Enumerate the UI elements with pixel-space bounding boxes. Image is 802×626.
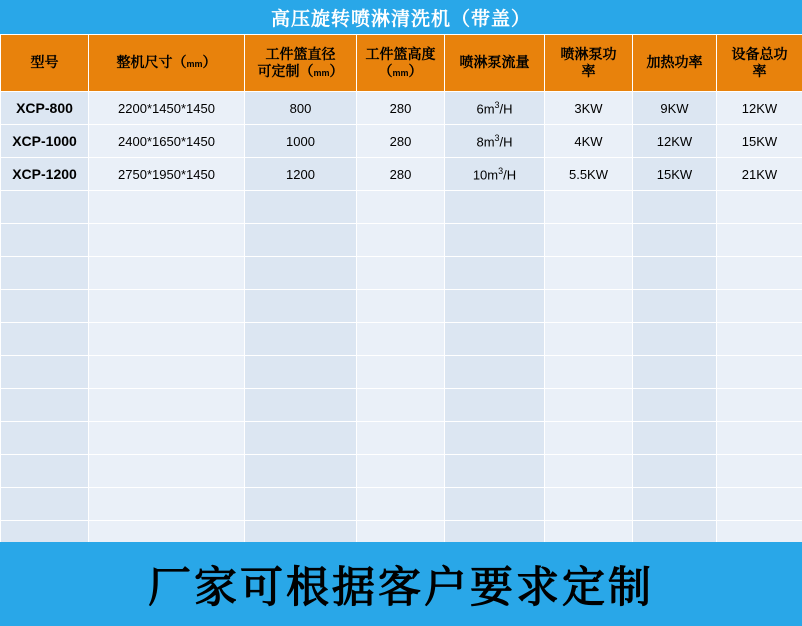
cell-pump-power: 5.5KW — [545, 158, 633, 191]
cell-empty — [357, 389, 445, 422]
cell-empty — [89, 422, 245, 455]
cell-empty — [89, 488, 245, 521]
col-header-basket-diameter: 工件篮直径 可定制（mm） — [245, 35, 357, 92]
cell-empty — [245, 224, 357, 257]
table-row-empty — [1, 323, 802, 356]
cell-empty — [445, 191, 545, 224]
cell-empty — [1, 389, 89, 422]
table-header-row — [1, 35, 802, 92]
table-row-empty — [1, 224, 802, 257]
cell-heat-power: 12KW — [633, 125, 717, 158]
col-header-flow: 喷淋泵流量 — [445, 35, 545, 92]
unit-mm-diameter: mm — [313, 68, 330, 78]
unit-mm-height: mm — [392, 68, 409, 78]
cell-basket-diameter: 1200 — [245, 158, 357, 191]
cell-empty — [633, 224, 717, 257]
cell-heat-power: 15KW — [633, 158, 717, 191]
cell-total-power: 15KW — [717, 125, 802, 158]
page-title: 高压旋转喷淋清洗机（带盖） — [270, 8, 531, 30]
cell-size: 2200*1450*1450 — [89, 92, 245, 125]
cell-empty — [357, 455, 445, 488]
cell-flow: $6m^3/H$ — [445, 92, 545, 125]
cell-empty — [545, 224, 633, 257]
cell-empty — [545, 422, 633, 455]
table-row-empty — [1, 455, 802, 488]
cell-empty — [545, 356, 633, 389]
cell-empty — [717, 422, 802, 455]
cell-empty — [717, 488, 802, 521]
cell-empty — [245, 257, 357, 290]
table-row-empty — [1, 389, 802, 422]
cell-empty — [1, 455, 89, 488]
cell-basket-height: 280 — [357, 125, 445, 158]
cell-empty — [245, 455, 357, 488]
cell-empty — [357, 191, 445, 224]
cell-empty — [545, 323, 633, 356]
cell-flow: $8m^3/H$ — [445, 125, 545, 158]
spec-table — [0, 34, 802, 554]
cell-empty — [633, 488, 717, 521]
cell-flow: $10m^3/H$ — [445, 158, 545, 191]
cell-empty — [717, 224, 802, 257]
cell-empty — [717, 191, 802, 224]
cell-empty — [1, 257, 89, 290]
cell-empty — [545, 290, 633, 323]
cell-empty — [445, 356, 545, 389]
cell-basket-diameter: 1000 — [245, 125, 357, 158]
cell-empty — [717, 257, 802, 290]
col-header-pump-power: 喷淋泵功 率 — [545, 35, 633, 92]
cell-empty — [633, 290, 717, 323]
cell-empty — [1, 422, 89, 455]
col-header-size: 整机尺寸（mm） — [89, 35, 245, 92]
cell-empty — [717, 455, 802, 488]
unit-mm-size: mm — [186, 59, 203, 70]
cell-model: XCP-800 — [1, 92, 89, 125]
cell-empty — [545, 389, 633, 422]
cell-pump-power: 3KW — [545, 92, 633, 125]
cell-empty — [717, 356, 802, 389]
table-row-empty — [1, 257, 802, 290]
col-header-model: 型号 — [1, 35, 89, 92]
col-header-basket-height: 工件篮高度 （mm） — [357, 35, 445, 92]
cell-empty — [89, 356, 245, 389]
cell-empty — [445, 488, 545, 521]
table-row — [1, 125, 802, 158]
cell-empty — [89, 389, 245, 422]
cell-basket-height: 280 — [357, 92, 445, 125]
cell-empty — [1, 224, 89, 257]
table-row-empty — [1, 422, 802, 455]
cell-total-power: 21KW — [717, 158, 802, 191]
cell-empty — [245, 488, 357, 521]
cell-empty — [1, 290, 89, 323]
cell-empty — [89, 323, 245, 356]
cell-empty — [89, 224, 245, 257]
cell-empty — [545, 257, 633, 290]
cell-empty — [245, 323, 357, 356]
table-row-empty — [1, 191, 802, 224]
cell-empty — [633, 389, 717, 422]
footer-banner — [0, 542, 802, 626]
cell-empty — [717, 323, 802, 356]
cell-empty — [89, 191, 245, 224]
cell-basket-height: 280 — [357, 158, 445, 191]
cell-empty — [633, 257, 717, 290]
cell-empty — [445, 257, 545, 290]
cell-empty — [245, 290, 357, 323]
cell-heat-power: 9KW — [633, 92, 717, 125]
cell-empty — [245, 191, 357, 224]
cell-empty — [633, 191, 717, 224]
cell-empty — [245, 356, 357, 389]
table-row-empty — [1, 488, 802, 521]
footer-text: 厂家可根据客户要求定制 — [148, 562, 654, 613]
cell-empty — [633, 455, 717, 488]
cell-empty — [633, 422, 717, 455]
cell-size: 2750*1950*1450 — [89, 158, 245, 191]
cell-model: XCP-1200 — [1, 158, 89, 191]
table-row-empty — [1, 290, 802, 323]
cell-empty — [245, 422, 357, 455]
cell-empty — [245, 389, 357, 422]
cell-empty — [89, 257, 245, 290]
cell-empty — [633, 356, 717, 389]
cell-empty — [1, 191, 89, 224]
cell-empty — [357, 488, 445, 521]
cell-empty — [357, 422, 445, 455]
cell-empty — [1, 356, 89, 389]
cell-model: XCP-1000 — [1, 125, 89, 158]
cell-empty — [545, 191, 633, 224]
table-row-empty — [1, 356, 802, 389]
col-header-heat-power: 加热功率 — [633, 35, 717, 92]
cell-empty — [89, 290, 245, 323]
cell-empty — [357, 257, 445, 290]
cell-empty — [445, 389, 545, 422]
table-row — [1, 158, 802, 191]
cell-empty — [445, 455, 545, 488]
cell-empty — [1, 488, 89, 521]
cell-empty — [357, 224, 445, 257]
cell-empty — [1, 323, 89, 356]
cell-empty — [717, 290, 802, 323]
table-row — [1, 92, 802, 125]
cell-size: 2400*1650*1450 — [89, 125, 245, 158]
cell-empty — [545, 488, 633, 521]
cell-empty — [445, 323, 545, 356]
cell-empty — [357, 323, 445, 356]
cell-empty — [445, 224, 545, 257]
cell-empty — [89, 455, 245, 488]
cell-pump-power: 4KW — [545, 125, 633, 158]
col-header-total-power: 设备总功 率 — [717, 35, 802, 92]
title-bar — [0, 0, 802, 34]
cell-empty — [633, 323, 717, 356]
cell-empty — [717, 389, 802, 422]
cell-empty — [545, 455, 633, 488]
cell-total-power: 12KW — [717, 92, 802, 125]
cell-empty — [445, 290, 545, 323]
cell-empty — [445, 422, 545, 455]
cell-basket-diameter: 800 — [245, 92, 357, 125]
cell-empty — [357, 356, 445, 389]
cell-empty — [357, 290, 445, 323]
